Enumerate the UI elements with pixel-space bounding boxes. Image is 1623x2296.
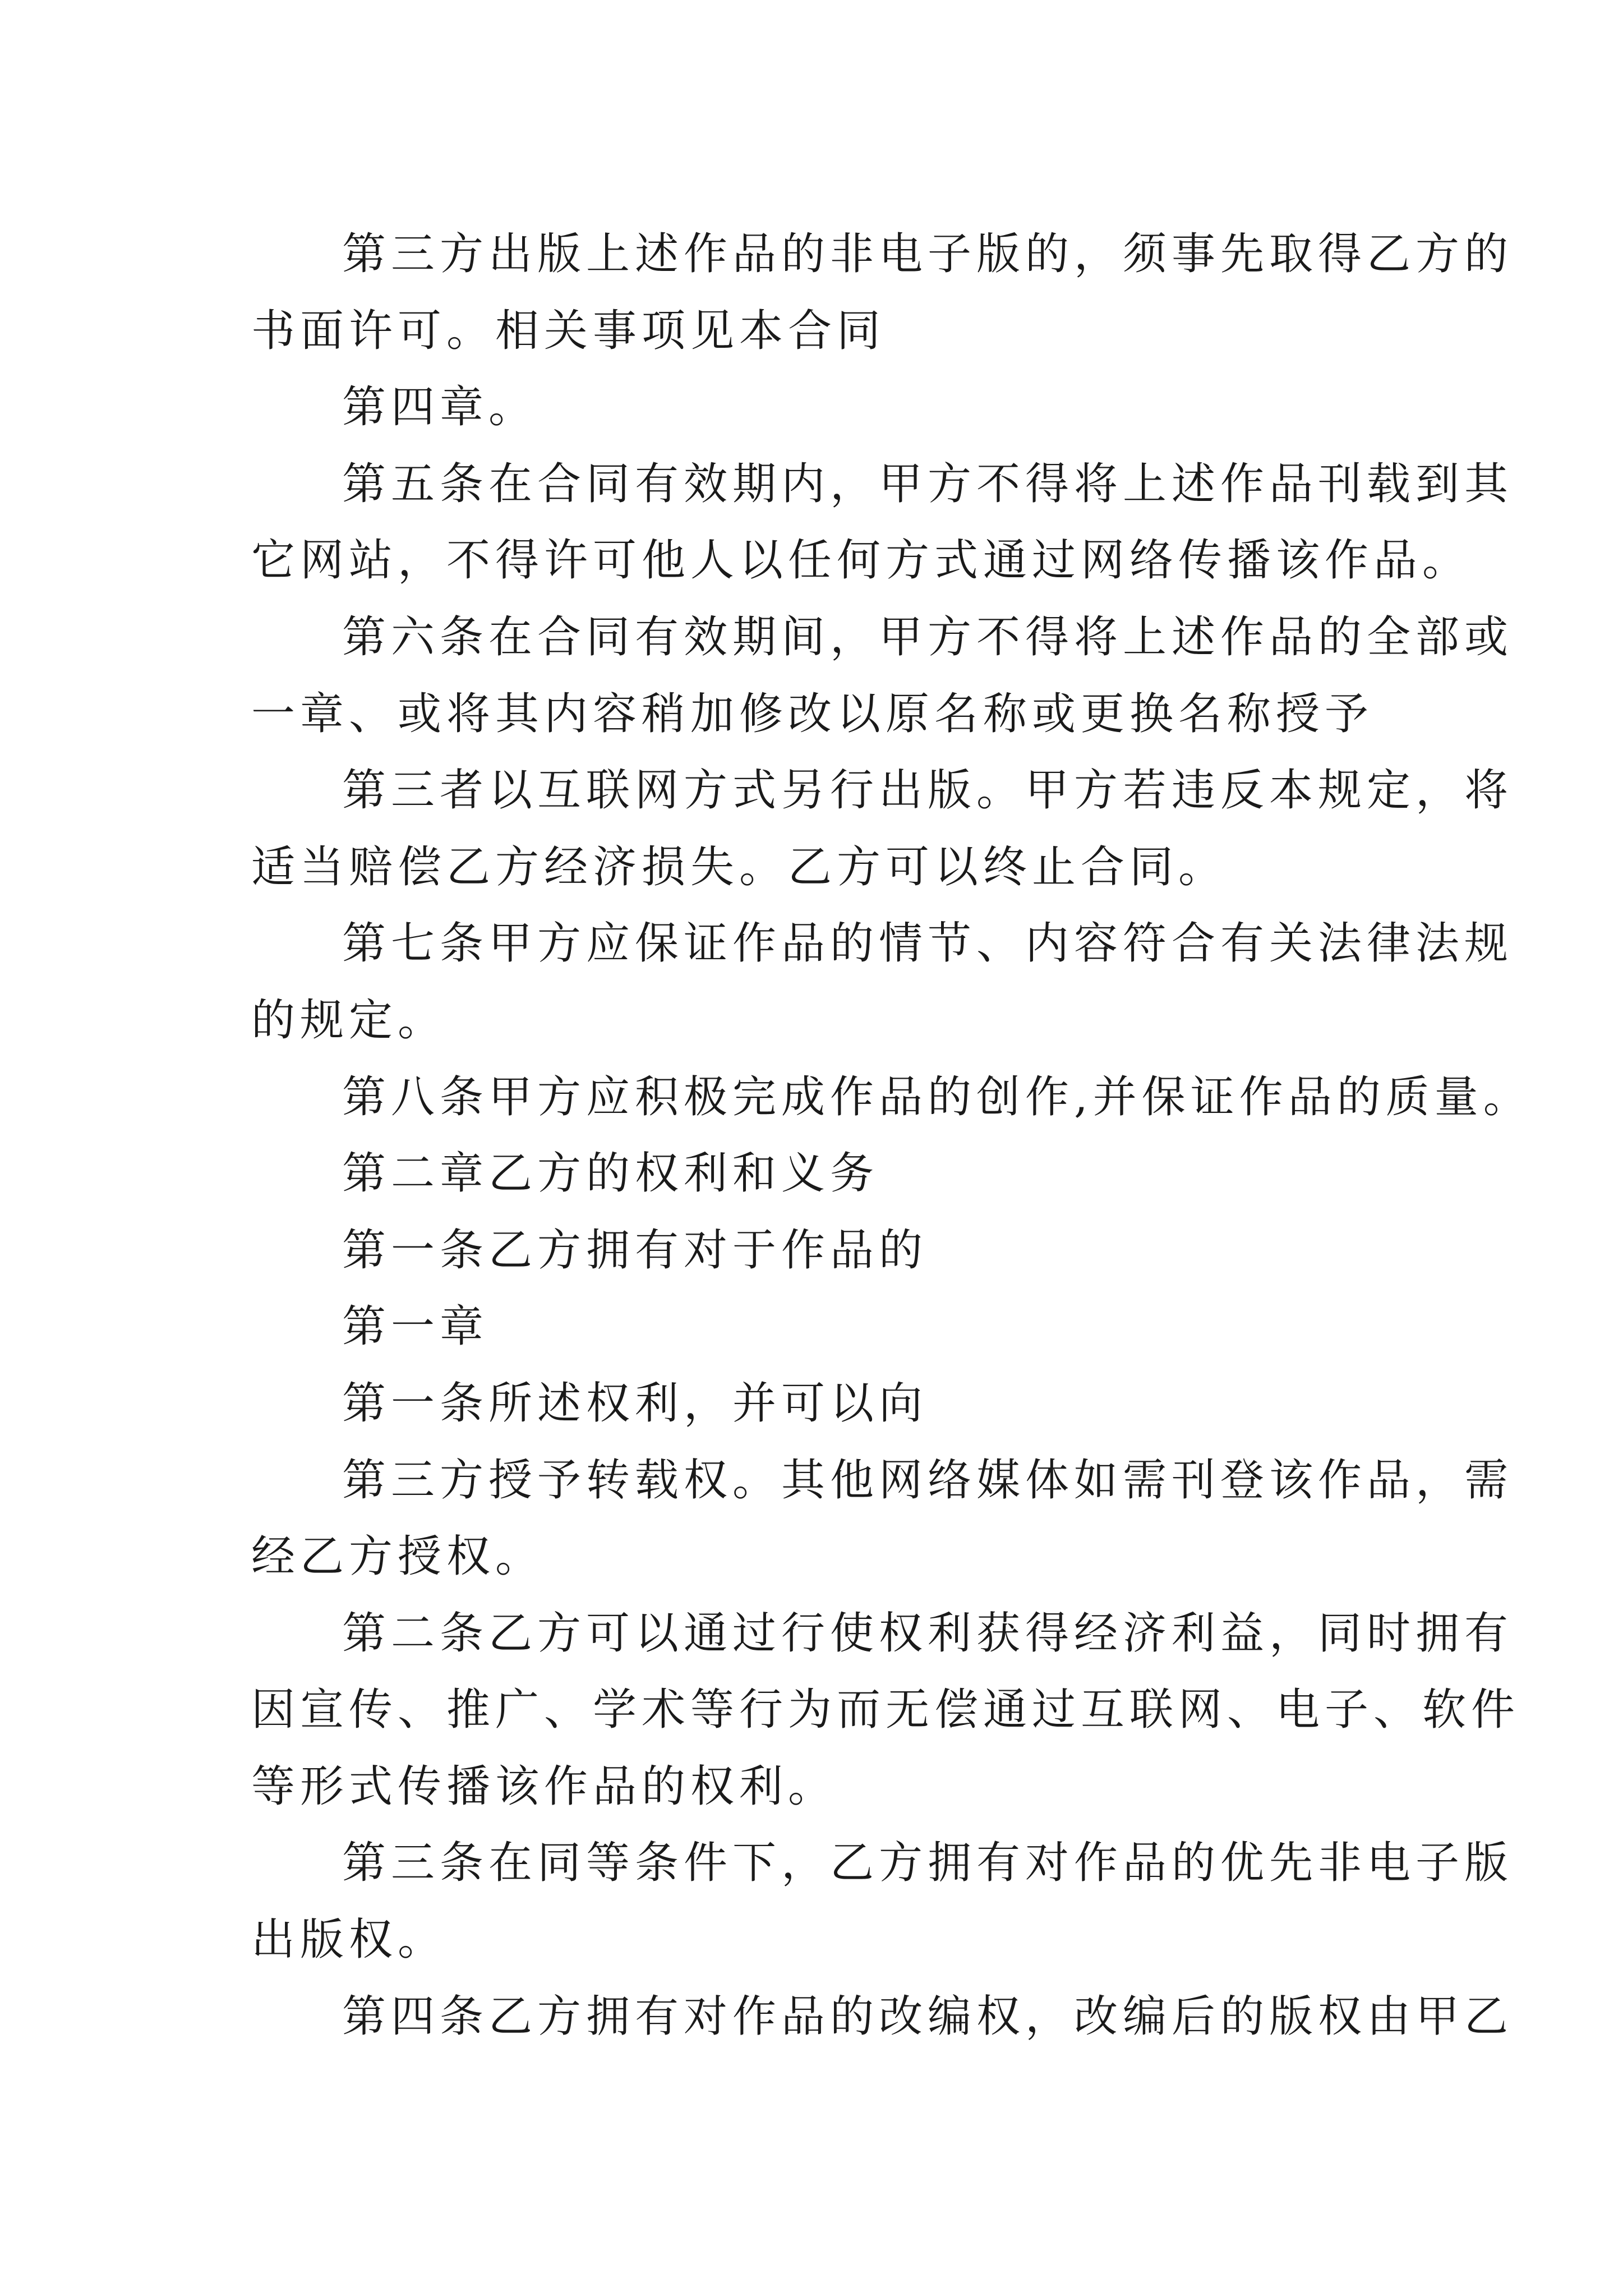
paragraph — [251, 752, 1514, 905]
paragraph — [251, 1442, 1514, 1595]
text-line: 第二章乙方的权利和义务 — [342, 1148, 879, 1199]
paragraph — [251, 1365, 1378, 1442]
paragraph — [251, 1595, 1520, 1825]
text-line: 等形式传播该作品的权利。 — [251, 1761, 837, 1812]
text-line: 书面许可。相关事项见本合同 — [251, 305, 886, 356]
text-line: 第六条在合同有效期间，甲方不得将上述作品的全部或 — [342, 611, 1514, 662]
text-line: 第三条在同等条件下，乙方拥有对作品的优先非电子版 — [342, 1838, 1514, 1889]
paragraph — [251, 599, 1514, 752]
text-line: 第八条甲方应积极完成作品的创作,并保证作品的质量。 — [342, 1071, 1532, 1122]
text-line: 第四条乙方拥有对作品的改编权，改编后的版权由甲乙 — [342, 1991, 1514, 2042]
text-line: 第三者以互联网方式另行出版。甲方若违反本规定，将 — [342, 765, 1514, 816]
text-line: 第一章 — [342, 1301, 489, 1352]
paragraph — [251, 216, 1514, 369]
text-line: 它网站，不得许可他人以任何方式通过网络传播该作品。 — [251, 535, 1472, 586]
text-line: 出版权。 — [251, 1915, 447, 1966]
paragraph — [251, 369, 1378, 446]
text-line: 第五条在合同有效期内，甲方不得将上述作品刊载到其 — [342, 458, 1514, 509]
text-line: 一章、或将其内容稍加修改以原名称或更换名称授予 — [251, 688, 1374, 739]
text-line: 的规定。 — [251, 995, 447, 1046]
text-line: 第二条乙方可以通过行使权利获得经济利益，同时拥有 — [342, 1608, 1514, 1659]
paragraph — [251, 905, 1514, 1059]
paragraph — [251, 1212, 1378, 1289]
text-line: 第七条甲方应保证作品的情节、内容符合有关法律法规 — [342, 918, 1514, 969]
text-line: 适当赔偿乙方经济损失。乙方可以终止合同。 — [251, 841, 1228, 892]
paragraph — [251, 1289, 1378, 1365]
text-line: 因宣传、推广、学术等行为而无偿通过互联网、电子、软件 — [251, 1685, 1520, 1736]
paragraph — [251, 1135, 1378, 1212]
paragraph — [251, 1825, 1514, 1978]
paragraph — [251, 1978, 1514, 2055]
paragraph — [251, 1059, 1532, 1136]
document-body — [251, 216, 1532, 2055]
text-line: 第三方授予转载权。其他网络媒体如需刊登该作品，需 — [342, 1455, 1514, 1506]
text-line: 经乙方授权。 — [251, 1531, 545, 1582]
text-line: 第三方出版上述作品的非电子版的，须事先取得乙方的 — [342, 229, 1514, 279]
text-line: 第四章。 — [342, 382, 538, 433]
paragraph — [251, 446, 1514, 599]
text-line: 第一条乙方拥有对于作品的 — [342, 1225, 928, 1276]
text-line: 第一条所述权利，并可以向 — [342, 1378, 928, 1429]
